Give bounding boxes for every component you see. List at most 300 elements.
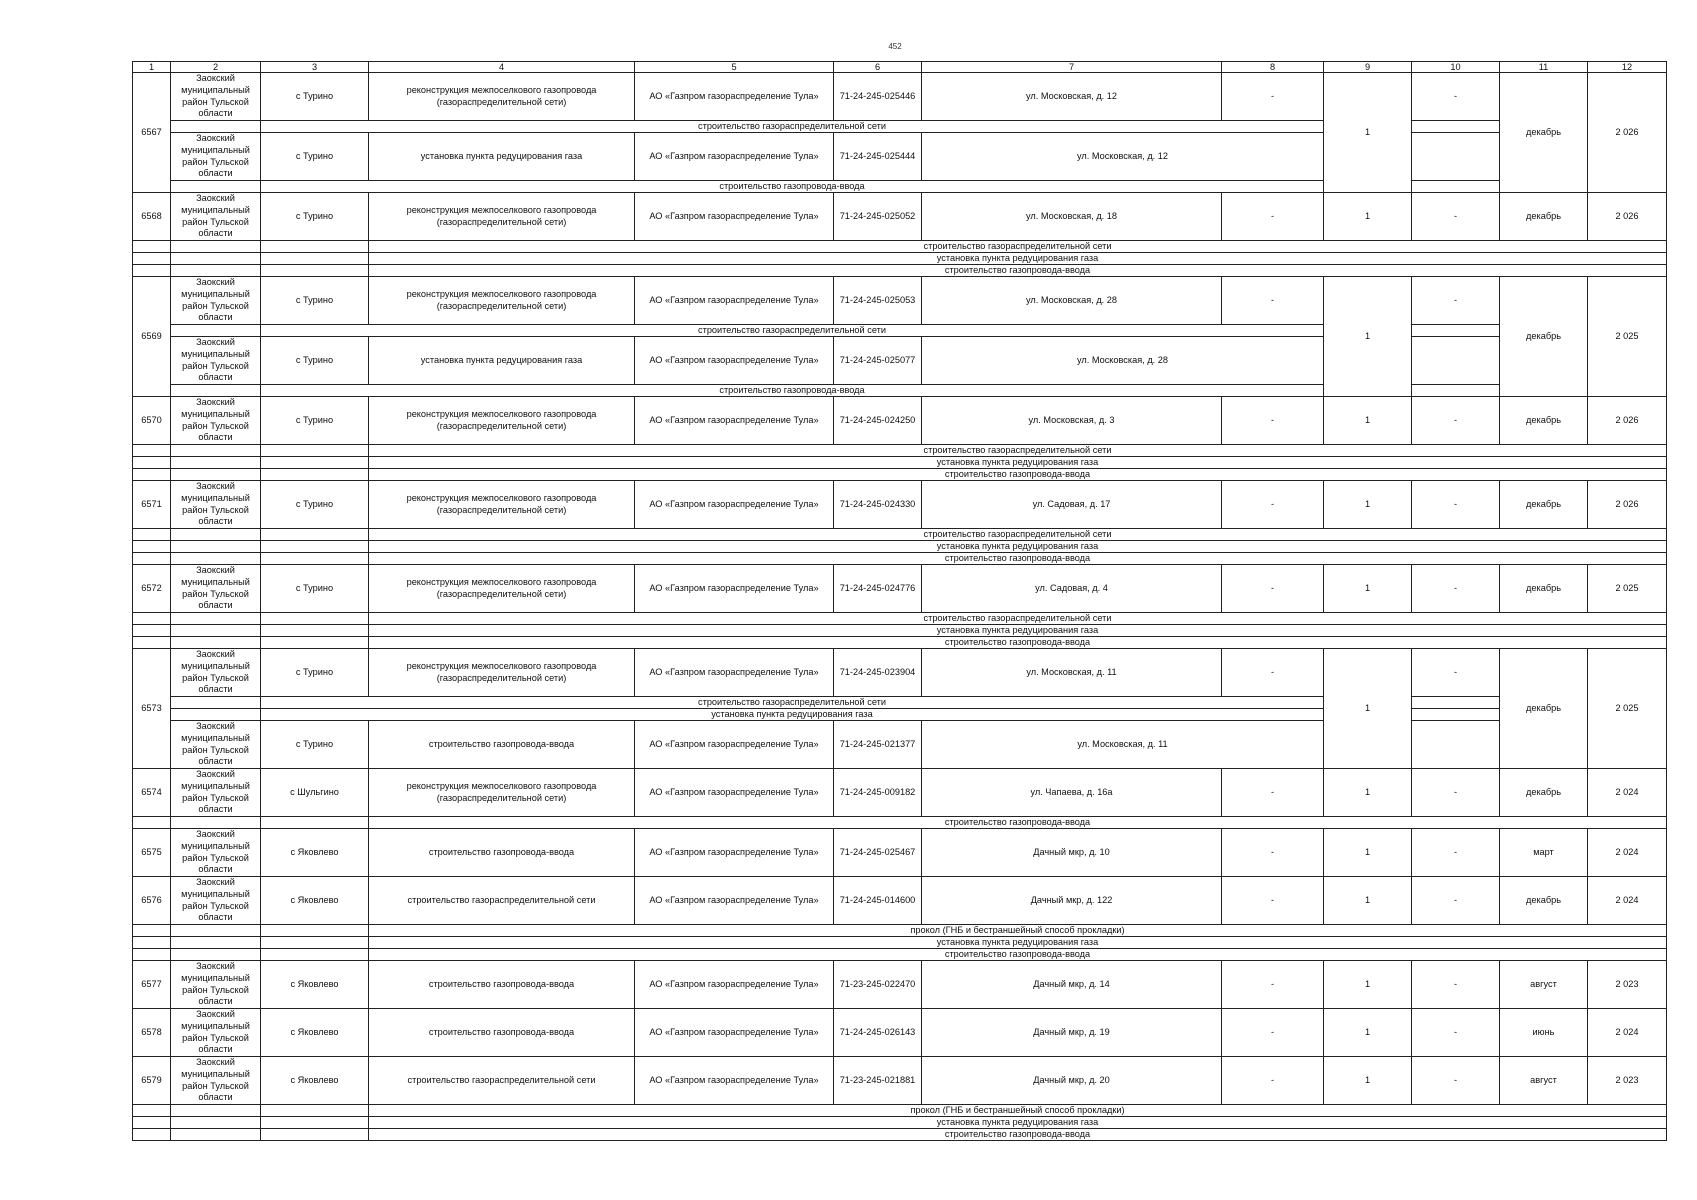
year-cell: 2 026 <box>1588 481 1667 529</box>
sub-row <box>133 445 1667 457</box>
address-cell: Дачный мкр, д. 20 <box>922 1057 1222 1105</box>
record-number: 6572 <box>133 565 171 613</box>
empty-cell <box>171 265 261 277</box>
subwork-cell: строительство газопровода-ввода <box>369 265 1667 277</box>
sub-row <box>133 553 1667 565</box>
company-cell: АО «Газпром газораспределение Тула» <box>635 193 834 241</box>
locality-cell: с Яковлево <box>261 961 369 1009</box>
col10-cell: - <box>1412 769 1500 817</box>
subwork-cell: строительство газопровода-ввода <box>369 817 1667 829</box>
col-header: 3 <box>261 62 369 73</box>
empty-cell <box>261 1117 369 1129</box>
table-row <box>133 769 1667 817</box>
month-cell: декабрь <box>1500 877 1588 925</box>
col9-cell: 1 <box>1324 397 1412 445</box>
empty-cell <box>1412 325 1500 337</box>
empty-cell <box>1412 721 1500 769</box>
district-cell: Заокский муниципальный район Тульской области <box>171 397 261 445</box>
year-cell: 2 023 <box>1588 961 1667 1009</box>
empty-cell <box>261 817 369 829</box>
locality-cell: с Турино <box>261 721 369 769</box>
empty-cell <box>171 253 261 265</box>
work-type-cell: строительство газопровода-ввода <box>369 961 635 1009</box>
district-cell: Заокский муниципальный район Тульской области <box>171 649 261 697</box>
record-number: 6569 <box>133 277 171 397</box>
locality-cell: с Яковлево <box>261 829 369 877</box>
locality-cell: с Турино <box>261 481 369 529</box>
empty-cell <box>171 697 261 709</box>
district-cell: Заокский муниципальный район Тульской области <box>171 1009 261 1057</box>
empty-cell <box>171 1105 261 1117</box>
code-cell: 71-23-245-022470 <box>834 961 922 1009</box>
district-cell: Заокский муниципальный район Тульской области <box>171 337 261 385</box>
col-header: 4 <box>369 62 635 73</box>
company-cell: АО «Газпром газораспределение Тула» <box>635 337 834 385</box>
empty-cell <box>133 445 171 457</box>
subwork-cell: строительство газораспределительной сети <box>369 529 1667 541</box>
code-cell: 71-24-245-024250 <box>834 397 922 445</box>
address-cell: ул. Московская, д. 28 <box>922 277 1222 325</box>
month-cell: март <box>1500 829 1588 877</box>
empty-cell <box>171 625 261 637</box>
col8-cell: - <box>1222 961 1324 1009</box>
work-type-cell: реконструкция межпоселкового газопровода (газораспределительной сети) <box>369 397 635 445</box>
company-cell: АО «Газпром газораспределение Тула» <box>635 565 834 613</box>
sub-row <box>133 949 1667 961</box>
empty-cell <box>1412 337 1500 385</box>
code-cell: 71-24-245-025053 <box>834 277 922 325</box>
col9-cell: 1 <box>1324 73 1412 193</box>
col-header: 11 <box>1500 62 1588 73</box>
empty-cell <box>171 385 261 397</box>
sub-row <box>133 457 1667 469</box>
work-type-cell: строительство газораспределительной сети <box>369 1057 635 1105</box>
col-header: 9 <box>1324 62 1412 73</box>
empty-cell <box>133 1129 171 1141</box>
subwork-cell: прокол (ГНБ и бестраншейный способ прокладки) <box>369 925 1667 937</box>
sub-row <box>133 697 1667 709</box>
empty-cell <box>171 541 261 553</box>
col10-cell: - <box>1412 961 1500 1009</box>
locality-cell: с Турино <box>261 649 369 697</box>
empty-cell <box>133 817 171 829</box>
empty-cell <box>133 469 171 481</box>
year-cell: 2 026 <box>1588 397 1667 445</box>
empty-cell <box>133 637 171 649</box>
empty-cell <box>261 553 369 565</box>
district-cell: Заокский муниципальный район Тульской области <box>171 769 261 817</box>
col10-cell: - <box>1412 1057 1500 1105</box>
empty-cell <box>171 469 261 481</box>
table-row <box>133 829 1667 877</box>
year-cell: 2 024 <box>1588 1009 1667 1057</box>
table-row <box>133 877 1667 925</box>
col10-cell: - <box>1412 565 1500 613</box>
subwork-cell: строительство газораспределительной сети <box>261 121 1324 133</box>
address-cell: ул. Московская, д. 28 <box>922 337 1324 385</box>
col8-cell: - <box>1222 481 1324 529</box>
empty-cell <box>133 265 171 277</box>
empty-cell <box>261 457 369 469</box>
locality-cell: с Шульгино <box>261 769 369 817</box>
empty-cell <box>133 949 171 961</box>
district-cell: Заокский муниципальный район Тульской области <box>171 481 261 529</box>
company-cell: АО «Газпром газораспределение Тула» <box>635 769 834 817</box>
empty-cell <box>133 553 171 565</box>
record-number: 6579 <box>133 1057 171 1105</box>
subwork-cell: установка пункта редуцирования газа <box>369 625 1667 637</box>
sub-row <box>133 469 1667 481</box>
table-row <box>133 277 1667 325</box>
sub-row <box>133 181 1667 193</box>
column-number-row <box>133 62 1667 73</box>
col10-cell: - <box>1412 877 1500 925</box>
col10-cell: - <box>1412 649 1500 697</box>
page-number: 452 <box>888 42 902 51</box>
empty-cell <box>261 469 369 481</box>
gas-works-table <box>132 61 1667 1141</box>
address-cell: Дачный мкр, д. 19 <box>922 1009 1222 1057</box>
month-cell: декабрь <box>1500 565 1588 613</box>
sub-row <box>133 613 1667 625</box>
col9-cell: 1 <box>1324 649 1412 769</box>
year-cell: 2 026 <box>1588 193 1667 241</box>
empty-cell <box>171 445 261 457</box>
code-cell: 71-24-245-024330 <box>834 481 922 529</box>
empty-cell <box>133 925 171 937</box>
record-number: 6568 <box>133 193 171 241</box>
table-row <box>133 481 1667 529</box>
locality-cell: с Яковлево <box>261 877 369 925</box>
empty-cell <box>171 529 261 541</box>
table-row <box>133 961 1667 1009</box>
table-row <box>133 397 1667 445</box>
sub-row <box>133 925 1667 937</box>
empty-cell <box>261 937 369 949</box>
address-cell: ул. Садовая, д. 4 <box>922 565 1222 613</box>
sub-row <box>133 325 1667 337</box>
address-cell: ул. Московская, д. 12 <box>922 133 1324 181</box>
empty-cell <box>171 1117 261 1129</box>
empty-cell <box>133 529 171 541</box>
empty-cell <box>261 613 369 625</box>
record-number: 6575 <box>133 829 171 877</box>
col8-cell: - <box>1222 829 1324 877</box>
sub-row <box>133 1129 1667 1141</box>
table-row <box>133 649 1667 697</box>
address-cell: ул. Московская, д. 11 <box>922 721 1324 769</box>
company-cell: АО «Газпром газораспределение Тула» <box>635 721 834 769</box>
col9-cell: 1 <box>1324 565 1412 613</box>
col8-cell: - <box>1222 1009 1324 1057</box>
empty-cell <box>171 817 261 829</box>
subwork-cell: установка пункта редуцирования газа <box>369 253 1667 265</box>
company-cell: АО «Газпром газораспределение Тула» <box>635 829 834 877</box>
code-cell: 71-24-245-009182 <box>834 769 922 817</box>
subwork-cell: строительство газораспределительной сети <box>261 697 1324 709</box>
locality-cell: с Турино <box>261 193 369 241</box>
table-row <box>133 565 1667 613</box>
year-cell: 2 024 <box>1588 769 1667 817</box>
month-cell: декабрь <box>1500 193 1588 241</box>
subwork-cell: установка пункта редуцирования газа <box>369 541 1667 553</box>
col10-cell: - <box>1412 829 1500 877</box>
sub-row <box>133 1105 1667 1117</box>
district-cell: Заокский муниципальный район Тульской области <box>171 565 261 613</box>
subwork-cell: строительство газопровода-ввода <box>369 637 1667 649</box>
company-cell: АО «Газпром газораспределение Тула» <box>635 649 834 697</box>
col10-cell: - <box>1412 1009 1500 1057</box>
code-cell: 71-24-245-021377 <box>834 721 922 769</box>
table-row <box>133 1009 1667 1057</box>
empty-cell <box>133 1105 171 1117</box>
code-cell: 71-24-245-025444 <box>834 133 922 181</box>
subwork-cell: установка пункта редуцирования газа <box>369 1117 1667 1129</box>
empty-cell <box>261 949 369 961</box>
work-type-cell: реконструкция межпоселкового газопровода (газораспределительной сети) <box>369 73 635 121</box>
district-cell: Заокский муниципальный район Тульской области <box>171 961 261 1009</box>
work-type-cell: реконструкция межпоселкового газопровода (газораспределительной сети) <box>369 649 635 697</box>
col10-cell: - <box>1412 193 1500 241</box>
work-type-cell: установка пункта редуцирования газа <box>369 133 635 181</box>
col8-cell: - <box>1222 649 1324 697</box>
district-cell: Заокский муниципальный район Тульской области <box>171 133 261 181</box>
empty-cell <box>133 625 171 637</box>
record-number: 6577 <box>133 961 171 1009</box>
address-cell: ул. Московская, д. 12 <box>922 73 1222 121</box>
code-cell: 71-24-245-025077 <box>834 337 922 385</box>
col8-cell: - <box>1222 193 1324 241</box>
subwork-cell: установка пункта редуцирования газа <box>261 709 1324 721</box>
subwork-cell: строительство газораспределительной сети <box>369 445 1667 457</box>
empty-cell <box>133 457 171 469</box>
empty-cell <box>133 1117 171 1129</box>
table-row <box>133 337 1667 385</box>
locality-cell: с Турино <box>261 337 369 385</box>
address-cell: ул. Московская, д. 11 <box>922 649 1222 697</box>
empty-cell <box>171 1129 261 1141</box>
subwork-cell: строительство газораспределительной сети <box>261 325 1324 337</box>
col9-cell: 1 <box>1324 1057 1412 1105</box>
sub-row <box>133 637 1667 649</box>
col9-cell: 1 <box>1324 769 1412 817</box>
work-type-cell: реконструкция межпоселкового газопровода (газораспределительной сети) <box>369 277 635 325</box>
company-cell: АО «Газпром газораспределение Тула» <box>635 1009 834 1057</box>
work-type-cell: реконструкция межпоселкового газопровода (газораспределительной сети) <box>369 481 635 529</box>
address-cell: ул. Садовая, д. 17 <box>922 481 1222 529</box>
empty-cell <box>171 949 261 961</box>
col10-cell: - <box>1412 73 1500 121</box>
sub-row <box>133 937 1667 949</box>
empty-cell <box>171 121 261 133</box>
subwork-cell: установка пункта редуцирования газа <box>369 457 1667 469</box>
empty-cell <box>171 325 261 337</box>
company-cell: АО «Газпром газораспределение Тула» <box>635 481 834 529</box>
address-cell: ул. Московская, д. 3 <box>922 397 1222 445</box>
table-row <box>133 1057 1667 1105</box>
col9-cell: 1 <box>1324 961 1412 1009</box>
col8-cell: - <box>1222 877 1324 925</box>
code-cell: 71-24-245-024776 <box>834 565 922 613</box>
address-cell: Дачный мкр, д. 10 <box>922 829 1222 877</box>
sub-row <box>133 625 1667 637</box>
year-cell: 2 025 <box>1588 565 1667 613</box>
empty-cell <box>261 529 369 541</box>
month-cell: декабрь <box>1500 277 1588 397</box>
sub-row <box>133 121 1667 133</box>
code-cell: 71-24-245-014600 <box>834 877 922 925</box>
record-number: 6573 <box>133 649 171 769</box>
work-type-cell: строительство газораспределительной сети <box>369 877 635 925</box>
empty-cell <box>261 637 369 649</box>
empty-cell <box>171 457 261 469</box>
empty-cell <box>1412 133 1500 181</box>
empty-cell <box>133 937 171 949</box>
col-header: 5 <box>635 62 834 73</box>
company-cell: АО «Газпром газораспределение Тула» <box>635 877 834 925</box>
year-cell: 2 024 <box>1588 829 1667 877</box>
empty-cell <box>1412 697 1500 709</box>
company-cell: АО «Газпром газораспределение Тула» <box>635 73 834 121</box>
table-row <box>133 193 1667 241</box>
year-cell: 2 024 <box>1588 877 1667 925</box>
empty-cell <box>261 445 369 457</box>
work-type-cell: реконструкция межпоселкового газопровода (газораспределительной сети) <box>369 769 635 817</box>
col-header: 2 <box>171 62 261 73</box>
empty-cell <box>1412 385 1500 397</box>
col9-cell: 1 <box>1324 193 1412 241</box>
empty-cell <box>1412 181 1500 193</box>
district-cell: Заокский муниципальный район Тульской области <box>171 73 261 121</box>
locality-cell: с Турино <box>261 73 369 121</box>
col-header: 12 <box>1588 62 1667 73</box>
code-cell: 71-24-245-025446 <box>834 73 922 121</box>
subwork-cell: строительство газопровода-ввода <box>261 181 1324 193</box>
record-number: 6567 <box>133 73 171 193</box>
col8-cell: - <box>1222 565 1324 613</box>
locality-cell: с Яковлево <box>261 1057 369 1105</box>
sub-row <box>133 817 1667 829</box>
sub-row <box>133 541 1667 553</box>
address-cell: Дачный мкр, д. 14 <box>922 961 1222 1009</box>
subwork-cell: прокол (ГНБ и бестраншейный способ прокладки) <box>369 1105 1667 1117</box>
company-cell: АО «Газпром газораспределение Тула» <box>635 961 834 1009</box>
col10-cell: - <box>1412 397 1500 445</box>
year-cell: 2 025 <box>1588 649 1667 769</box>
sub-row <box>133 529 1667 541</box>
empty-cell <box>261 241 369 253</box>
company-cell: АО «Газпром газораспределение Тула» <box>635 133 834 181</box>
month-cell: декабрь <box>1500 397 1588 445</box>
locality-cell: с Турино <box>261 565 369 613</box>
month-cell: июнь <box>1500 1009 1588 1057</box>
year-cell: 2 023 <box>1588 1057 1667 1105</box>
sub-row <box>133 709 1667 721</box>
col8-cell: - <box>1222 73 1324 121</box>
empty-cell <box>171 181 261 193</box>
empty-cell <box>171 709 261 721</box>
code-cell: 71-24-245-026143 <box>834 1009 922 1057</box>
empty-cell <box>171 925 261 937</box>
col8-cell: - <box>1222 769 1324 817</box>
year-cell: 2 025 <box>1588 277 1667 397</box>
month-cell: декабрь <box>1500 769 1588 817</box>
sub-row <box>133 265 1667 277</box>
month-cell: август <box>1500 961 1588 1009</box>
work-type-cell: установка пункта редуцирования газа <box>369 337 635 385</box>
empty-cell <box>171 553 261 565</box>
sub-row <box>133 241 1667 253</box>
record-number: 6571 <box>133 481 171 529</box>
work-type-cell: строительство газопровода-ввода <box>369 829 635 877</box>
table-row <box>133 73 1667 121</box>
record-number: 6576 <box>133 877 171 925</box>
empty-cell <box>171 937 261 949</box>
empty-cell <box>261 1129 369 1141</box>
col8-cell: - <box>1222 277 1324 325</box>
address-cell: Дачный мкр, д. 122 <box>922 877 1222 925</box>
locality-cell: с Яковлево <box>261 1009 369 1057</box>
col-header: 7 <box>922 62 1222 73</box>
subwork-cell: строительство газопровода-ввода <box>261 385 1324 397</box>
empty-cell <box>133 541 171 553</box>
locality-cell: с Турино <box>261 397 369 445</box>
empty-cell <box>171 241 261 253</box>
col9-cell: 1 <box>1324 277 1412 397</box>
col8-cell: - <box>1222 397 1324 445</box>
locality-cell: с Турино <box>261 133 369 181</box>
col9-cell: 1 <box>1324 481 1412 529</box>
table-row <box>133 133 1667 181</box>
locality-cell: с Турино <box>261 277 369 325</box>
empty-cell <box>261 625 369 637</box>
month-cell: декабрь <box>1500 73 1588 193</box>
col9-cell: 1 <box>1324 1009 1412 1057</box>
work-type-cell: строительство газопровода-ввода <box>369 721 635 769</box>
col9-cell: 1 <box>1324 877 1412 925</box>
empty-cell <box>171 613 261 625</box>
code-cell: 71-24-245-023904 <box>834 649 922 697</box>
empty-cell <box>171 637 261 649</box>
subwork-cell: строительство газопровода-ввода <box>369 949 1667 961</box>
subwork-cell: строительство газопровода-ввода <box>369 1129 1667 1141</box>
company-cell: АО «Газпром газораспределение Тула» <box>635 277 834 325</box>
sub-row <box>133 253 1667 265</box>
year-cell: 2 026 <box>1588 73 1667 193</box>
work-type-cell: реконструкция межпоселкового газопровода (газораспределительной сети) <box>369 193 635 241</box>
col10-cell: - <box>1412 277 1500 325</box>
subwork-cell: строительство газопровода-ввода <box>369 553 1667 565</box>
month-cell: декабрь <box>1500 649 1588 769</box>
empty-cell <box>261 1105 369 1117</box>
district-cell: Заокский муниципальный район Тульской области <box>171 721 261 769</box>
record-number: 6574 <box>133 769 171 817</box>
address-cell: ул. Чапаева, д. 16а <box>922 769 1222 817</box>
empty-cell <box>261 265 369 277</box>
record-number: 6578 <box>133 1009 171 1057</box>
sub-row <box>133 385 1667 397</box>
empty-cell <box>1412 709 1500 721</box>
col-header: 8 <box>1222 62 1324 73</box>
empty-cell <box>133 253 171 265</box>
empty-cell <box>261 925 369 937</box>
code-cell: 71-24-245-025467 <box>834 829 922 877</box>
code-cell: 71-24-245-025052 <box>834 193 922 241</box>
empty-cell <box>133 241 171 253</box>
address-cell: ул. Московская, д. 18 <box>922 193 1222 241</box>
month-cell: декабрь <box>1500 481 1588 529</box>
company-cell: АО «Газпром газораспределение Тула» <box>635 397 834 445</box>
